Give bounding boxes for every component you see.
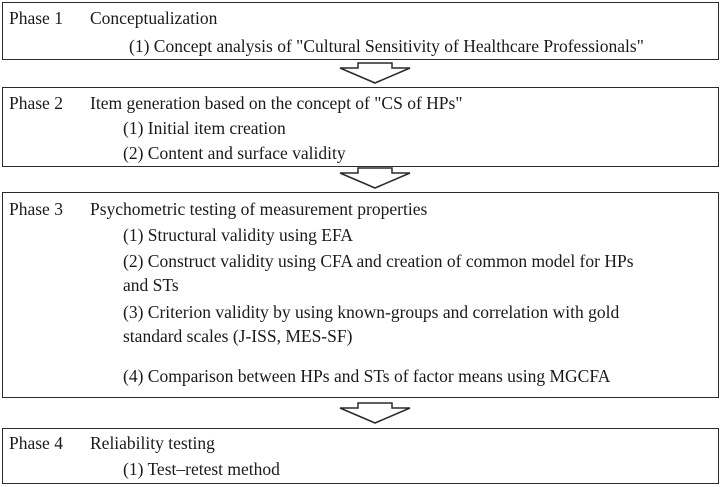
phase-3-box [2,192,719,398]
phase-2-box [2,87,719,167]
phase-2-item-2: (2) Content and surface validity [123,143,346,163]
phase-4-title: Reliability testing [90,433,215,453]
phase-3-item-3-cont: standard scales (J-ISS, MES-SF) [123,326,353,346]
phase-3-item-2-cont: and STs [123,275,179,295]
phase-3-item-1: (1) Structural validity using EFA [123,225,354,245]
phase-4-item-1: (1) Test–retest method [123,459,280,479]
phase-3-title: Psychometric testing of measurement properties [90,199,428,219]
phase-1-item-1: (1) Concept analysis of "Cultural Sensitivity of Healthcare Professionals" [129,36,644,56]
phase-4-box [2,428,719,484]
down-arrow-icon [336,62,414,84]
phase-3-item-4: (4) Comparison between HPs and STs of factor means using MGCFA [123,366,611,386]
phase-2-title: Item generation based on the concept of "CS of HPs" [90,93,463,113]
phase-1-label: Phase 1 [9,8,63,28]
phase-4-label: Phase 4 [9,433,63,453]
down-arrow-icon [336,402,414,424]
phase-3-label: Phase 3 [9,199,63,219]
phase-3-item-2: (2) Construct validity using CFA and creation of common model for HPs [123,251,634,271]
down-arrow-icon [336,167,414,189]
phase-3-item-3: (3) Criterion validity by using known-groups and correlation with gold [123,302,620,322]
phase-2-item-1: (1) Initial item creation [123,118,286,138]
phase-2-label: Phase 2 [9,93,63,113]
phase-1-box [2,2,719,60]
phase-1-title: Conceptualization [90,8,218,28]
